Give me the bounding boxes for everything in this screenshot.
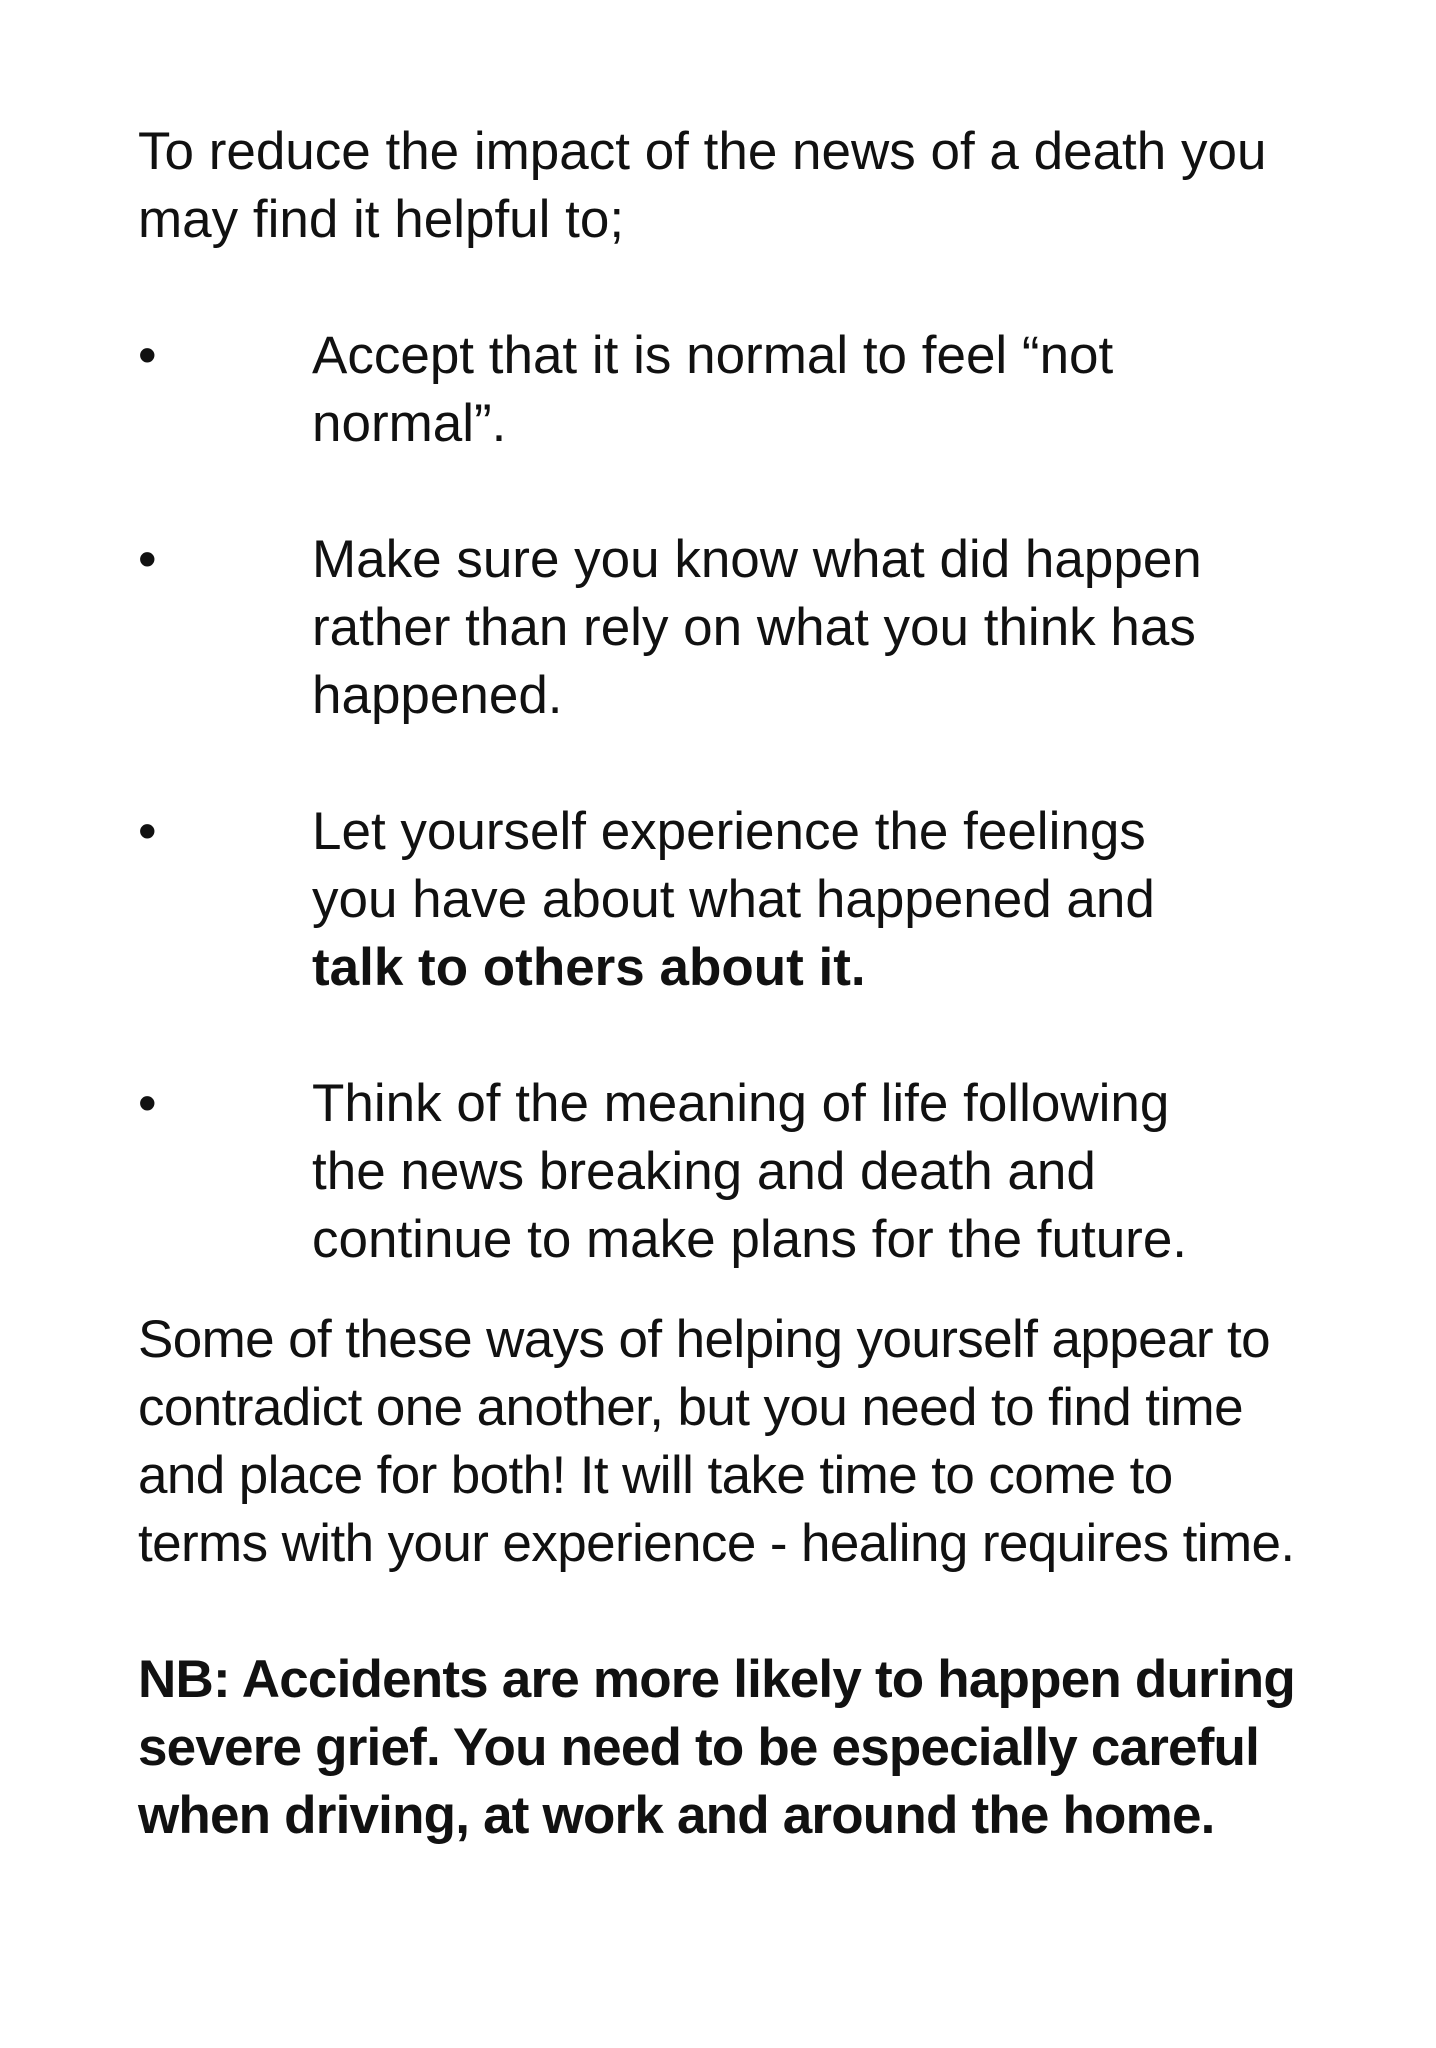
intro-text: To reduce the impact of the news of a death you may find it helpful to; — [138, 122, 1267, 249]
bullet-text-regular: Think of the meaning of life following the news breaking and death and continue to make plans for the future. — [312, 1074, 1188, 1269]
bullet-marker: • — [138, 802, 157, 861]
bullet-marker: • — [138, 326, 157, 385]
list-item — [138, 798, 1308, 1002]
bullet-text — [312, 1070, 1308, 1274]
bullet-text-emphasis: talk to others about it. — [312, 938, 866, 997]
bullet-text-regular: Let yourself experience the feelings you have about what happened and — [312, 802, 1155, 929]
list-item — [138, 1070, 1308, 1274]
bullet-marker: • — [138, 1074, 157, 1133]
bullet-text-regular: Accept that it is normal to feel “not normal”. — [312, 326, 1114, 453]
bullet-text — [312, 526, 1308, 730]
document-page — [138, 118, 1308, 1850]
bullet-text — [312, 798, 1308, 1002]
bullet-marker: • — [138, 530, 157, 589]
bullet-text-regular: Make sure you know what did happen rather than rely on what you think has happened. — [312, 530, 1202, 725]
bullet-text — [312, 322, 1308, 458]
nb-warning: NB: Accidents are more likely to happen during severe grief. You need to be especially careful when driving, at work and around the home. — [138, 1650, 1295, 1845]
advice-paragraph: Some of these ways of helping yourself appear to contradict one another, but you need to find time and place for both! It will take time to come to terms with your experience - healing requires time. — [138, 1310, 1295, 1573]
bullet-list — [138, 322, 1308, 1274]
list-item — [138, 526, 1308, 730]
list-item — [138, 322, 1308, 458]
